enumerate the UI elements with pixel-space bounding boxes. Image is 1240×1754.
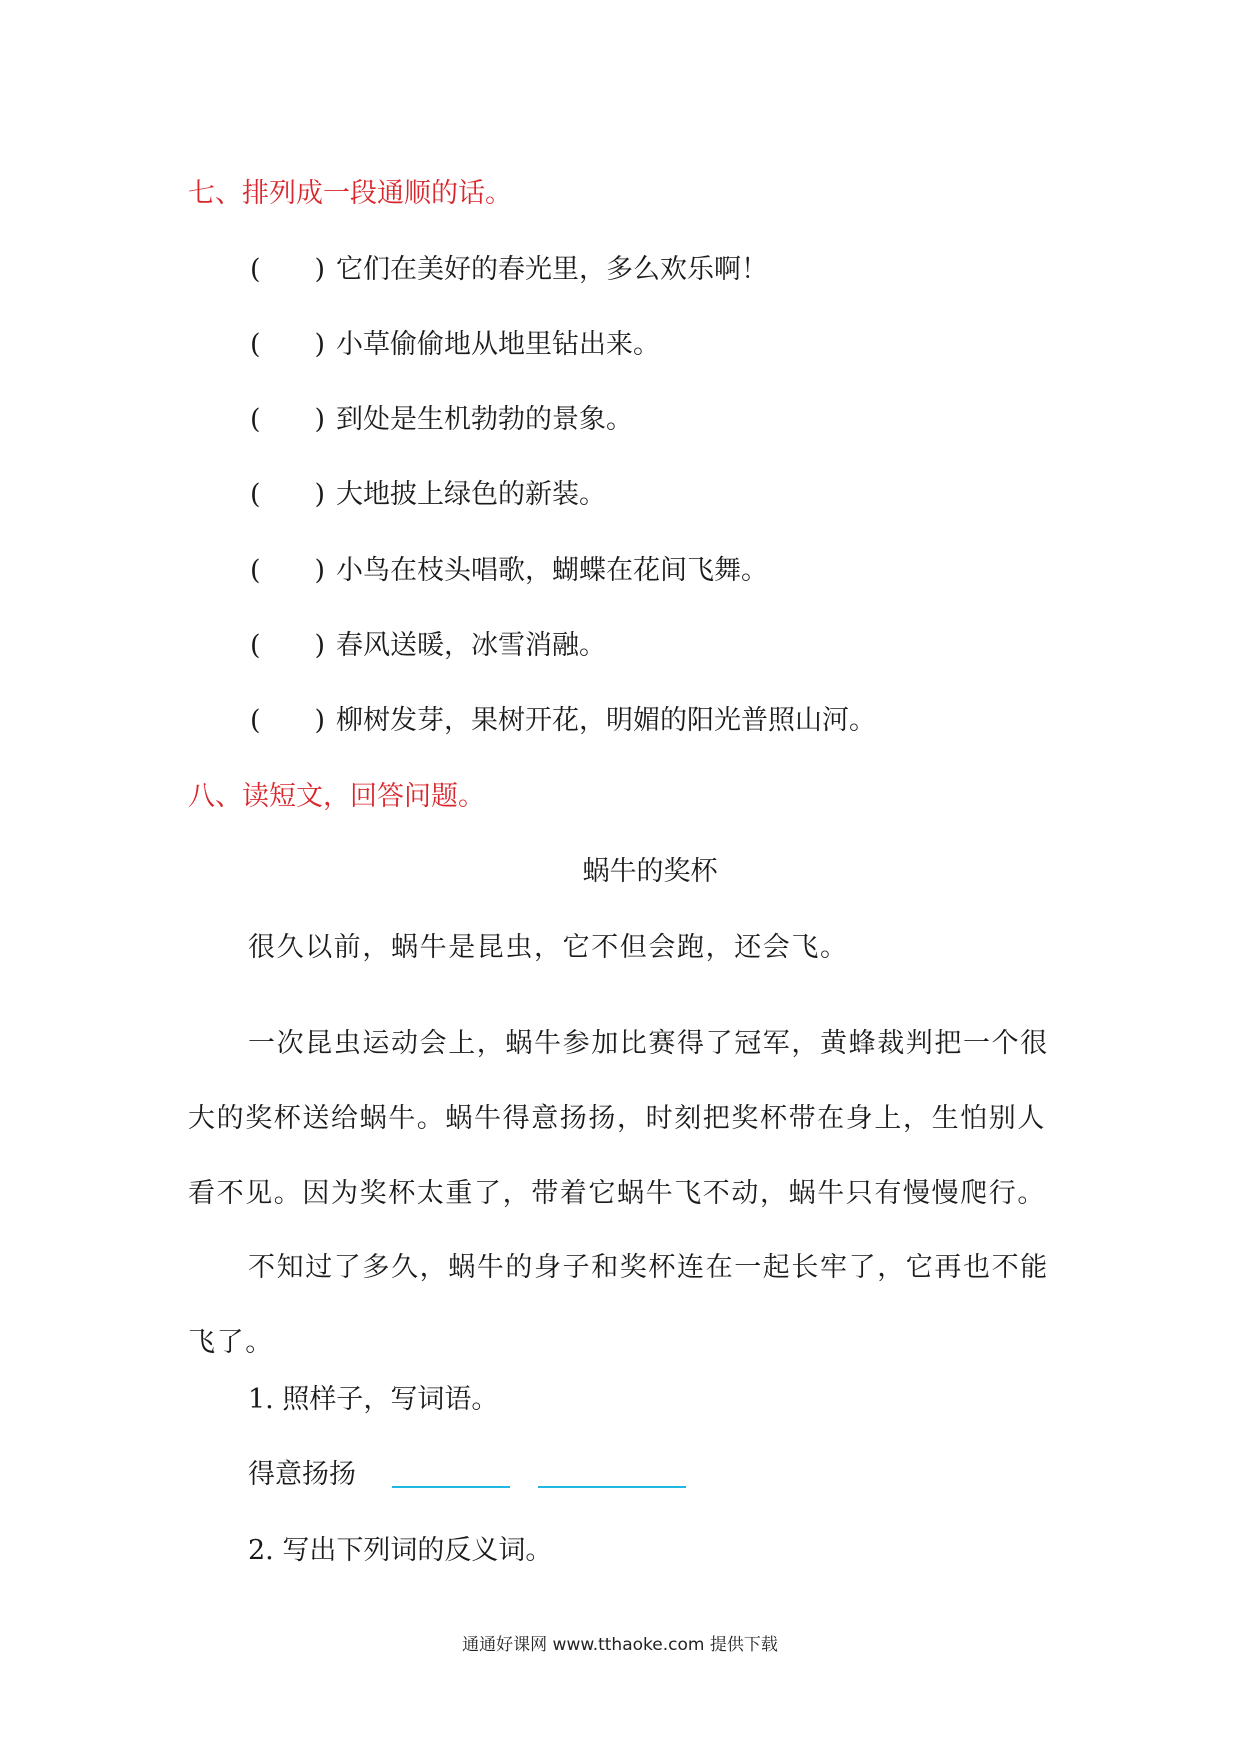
story-paragraph: 不知过了多久，蜗牛的身子和奖杯连在一起长牢了，它再也不能飞了。	[188, 1252, 1049, 1358]
item-text: 小草偷偷地从地里钻出来。	[336, 329, 660, 360]
answer-blank[interactable]: ( )	[250, 329, 326, 360]
item-text: 春风送暖，冰雪消融。	[336, 630, 606, 661]
list-item	[250, 553, 768, 589]
story-paragraph: 很久以前，蜗牛是昆虫，它不但会跑，还会飞。	[248, 932, 849, 963]
answer-blank[interactable]: ( )	[250, 705, 326, 736]
answer-blank[interactable]: ( )	[250, 404, 326, 435]
list-item	[250, 477, 606, 513]
list-item	[250, 703, 876, 739]
answer-blank[interactable]: ( )	[250, 555, 326, 586]
answer-line-2[interactable]	[538, 1486, 686, 1488]
item-text: 柳树发芽，果树开花，明媚的阳光普照山河。	[336, 705, 876, 736]
list-item	[250, 252, 768, 288]
question-2: 2. 写出下列词的反义词。	[248, 1535, 553, 1566]
item-text: 大地披上绿色的新装。	[336, 479, 606, 510]
item-text: 小鸟在枝头唱歌，蝴蝶在花间飞舞。	[336, 555, 768, 586]
item-text: 到处是生机勃勃的景象。	[336, 404, 633, 435]
story-title: 蜗牛的奖杯	[582, 856, 718, 887]
list-item	[250, 628, 606, 664]
list-item	[250, 327, 660, 363]
footer-credit: 通通好课网 www.tthaoke.com 提供下载	[462, 1635, 778, 1655]
item-text: 它们在美好的春光里，多么欢乐啊！	[336, 254, 768, 285]
section-8-heading: 八、读短文，回答问题。	[188, 781, 485, 812]
answer-blank[interactable]: ( )	[250, 254, 326, 285]
question-1: 1. 照样子，写词语。	[248, 1384, 499, 1415]
example-word: 得意扬扬	[248, 1459, 356, 1490]
story-paragraph: 一次昆虫运动会上，蜗牛参加比赛得了冠军，黄蜂裁判把一个很大的奖杯送给蜗牛。蜗牛得意扬扬，时刻把奖杯带在身上，生怕别人看不见。因为奖杯太重了，带着它蜗牛飞不动，蜗牛只有慢慢爬行。	[188, 1028, 1049, 1209]
answer-line-1[interactable]	[392, 1486, 510, 1488]
answer-blank[interactable]: ( )	[250, 479, 326, 510]
list-item	[250, 402, 633, 438]
answer-blank[interactable]: ( )	[250, 630, 326, 661]
section-7-heading: 七、排列成一段通顺的话。	[188, 178, 512, 209]
